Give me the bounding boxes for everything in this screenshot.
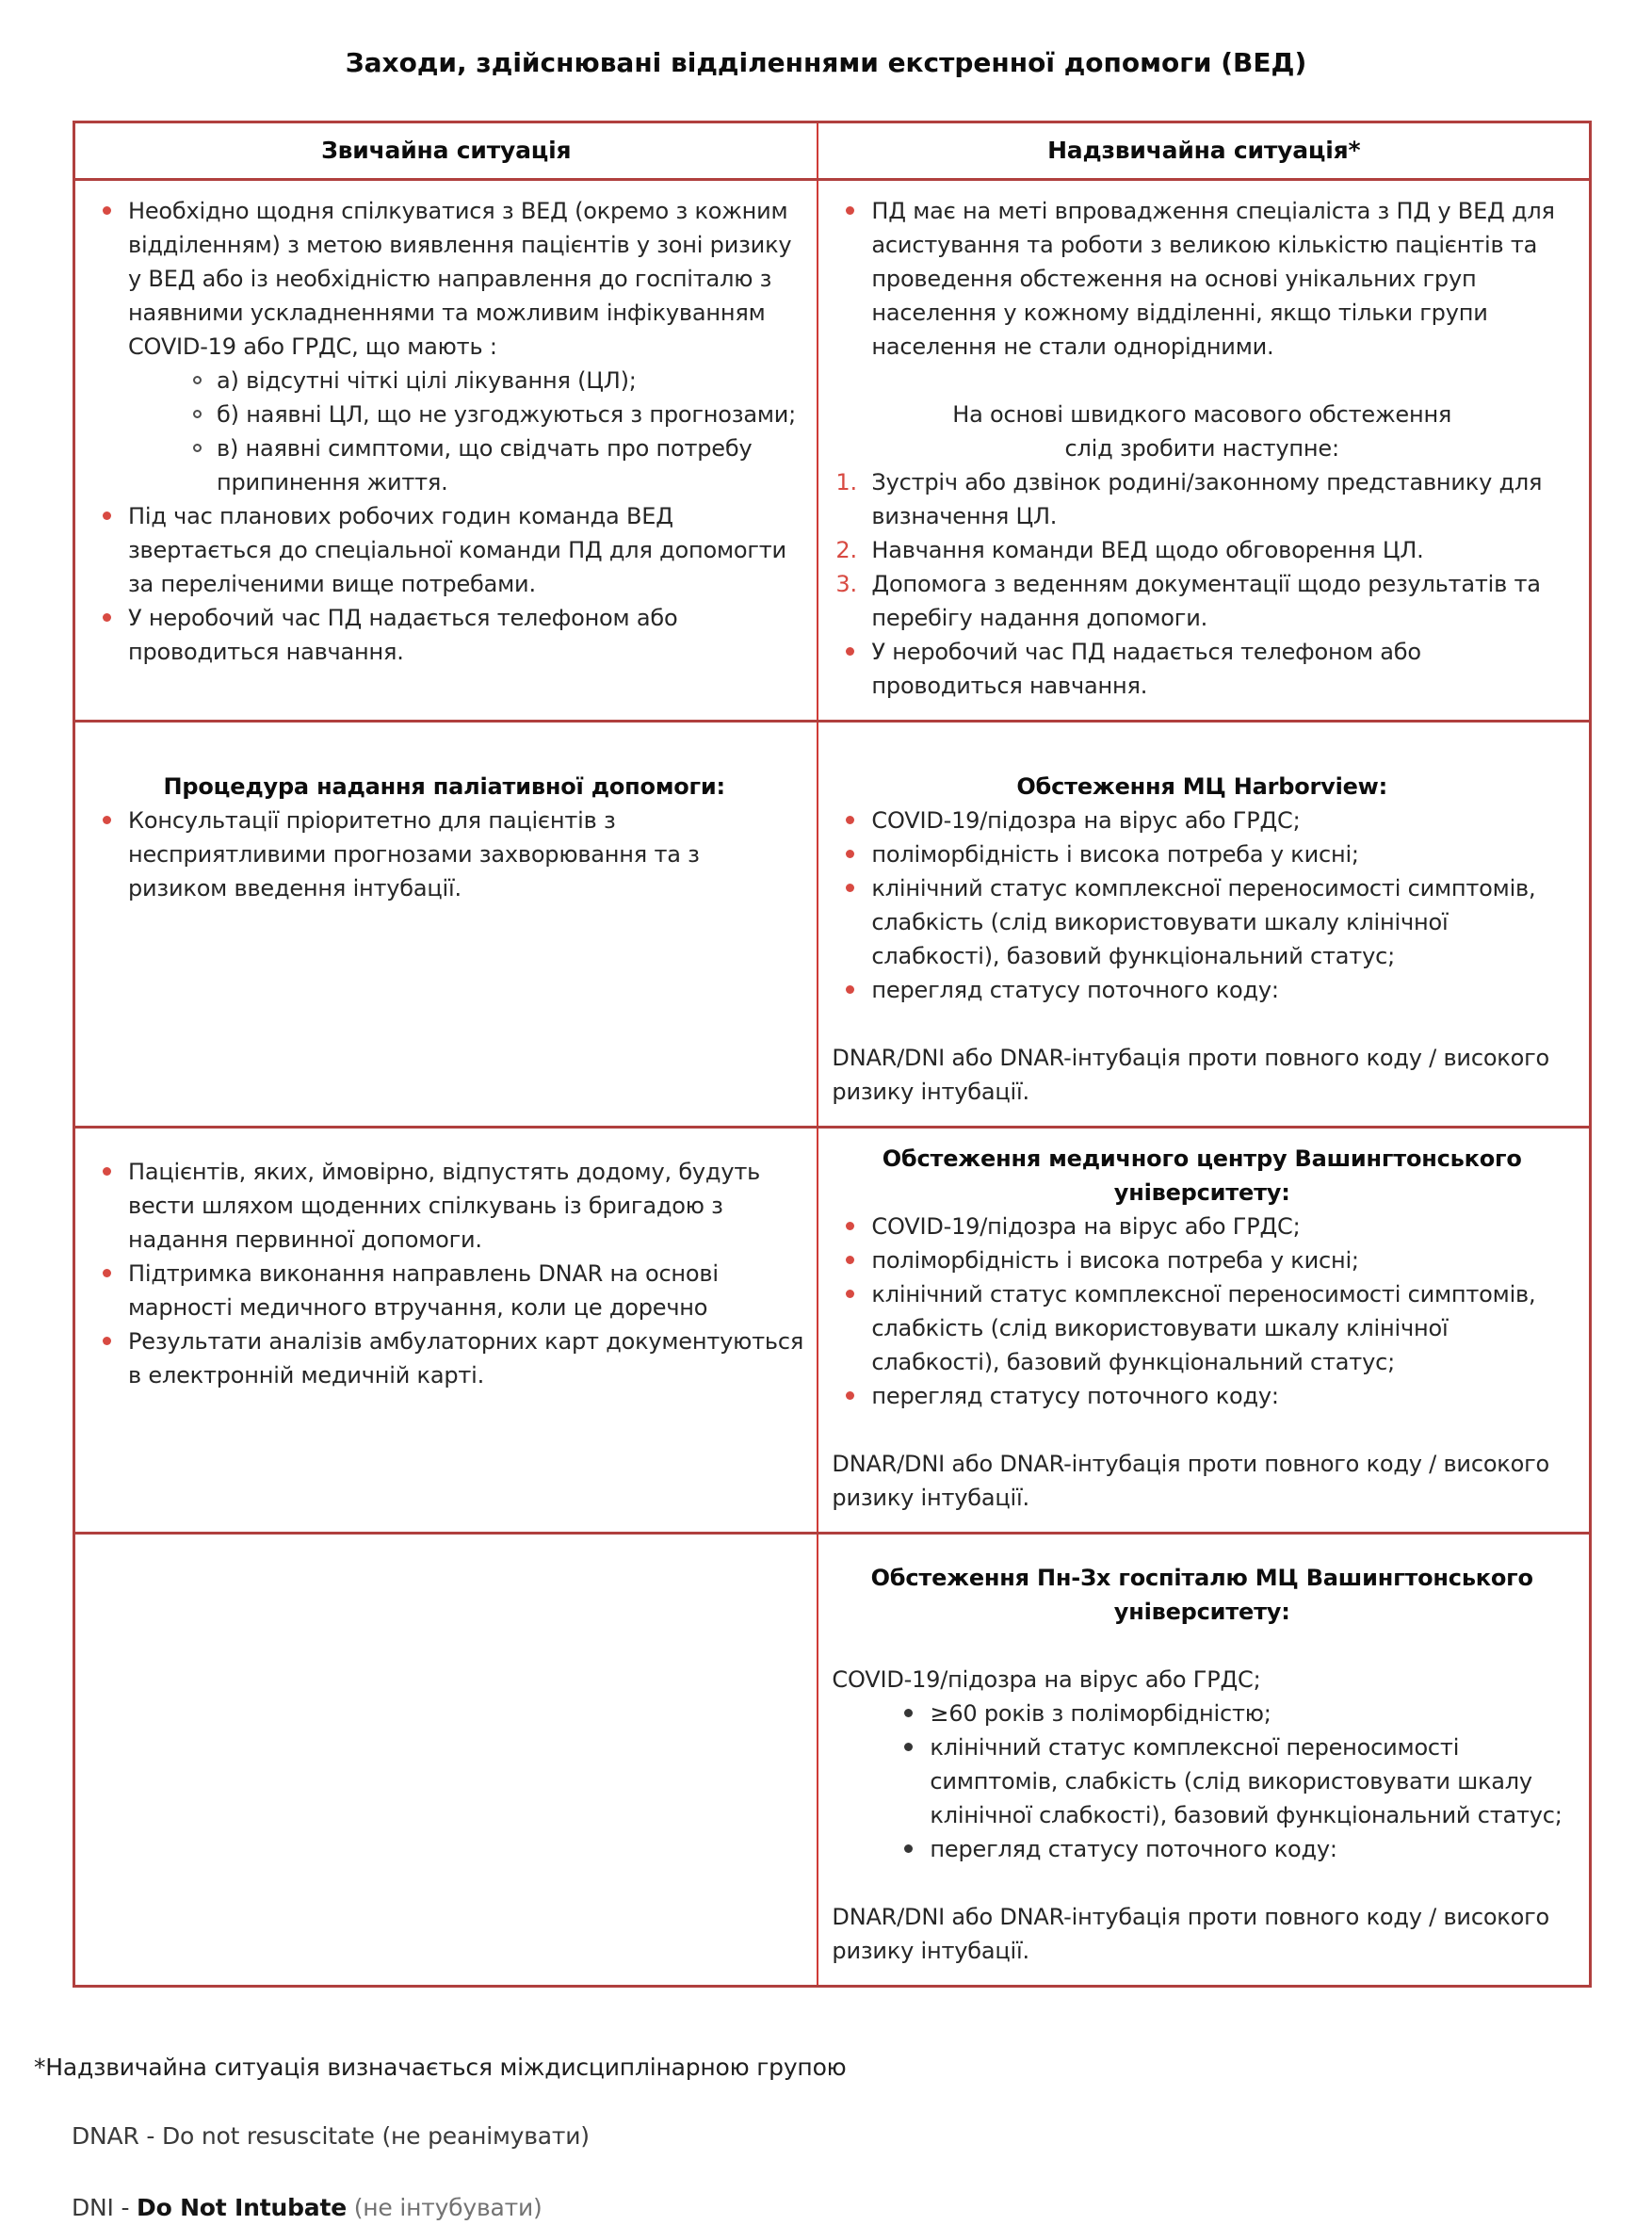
indented-list [886,1697,1576,1866]
spacer [85,1142,803,1155]
list-item [85,1324,803,1392]
list-item-text: ПД має на меті впровадження спеціаліста з ПД у ВЕД для асистування та роботи з великою кількістю пацієнтів та проведення обстеження на основі унікальних груп населення у кожному відділенні, якщо тільки групи населення не стали однорідними. [871,194,1576,364]
footnote-dni [72,2190,1652,2225]
header-emergency-situation: Надзвичайна ситуація* [817,123,1589,178]
cell-r2-normal [75,723,817,1126]
list-item [886,1697,1576,1730]
circle-outline-icon [193,410,202,418]
red-dot-icon [846,985,854,994]
bullet-marker [828,837,871,858]
footnote-dnar: DNAR - Do not resuscitate (не реанімувати) [72,2119,1652,2154]
item-number: 3. [828,567,871,601]
list-item-text: перегляд статусу поточного коду: [871,973,1576,1007]
list-item [828,635,1576,703]
red-dot-icon [846,850,854,858]
list-item [828,1243,1576,1277]
bullet-marker [828,804,871,824]
centered-line: На основі швидкого масового обстеження [828,398,1576,431]
spacer [85,736,803,770]
red-dot-icon [103,512,111,520]
list-item [85,601,803,669]
numbered-item [828,533,1576,567]
footnote-emergency-definition: *Надзвичайна ситуація визначається міждисциплінарною групою [34,2050,1652,2086]
cell-heading: Обстеження МЦ Harborview: [828,770,1576,804]
cell-r2-emergency [817,723,1589,1126]
spacer [828,736,1576,770]
bullet-marker [828,1277,871,1298]
red-dot-icon [103,613,111,622]
spacer [828,1007,1576,1041]
bullet-marker [85,499,128,520]
list-item-text: COVID-19/підозра на вірус або ГРДС; [871,804,1576,837]
spacer [828,1866,1576,1900]
cell-r1-normal [75,181,817,720]
numbered-item-text: Навчання команди ВЕД щодо обговорення ЦЛ. [871,533,1576,567]
dni-prefix: DNI - [72,2194,137,2221]
red-dot-icon [103,816,111,824]
red-dot-icon [846,1256,854,1264]
list-item-text: клінічний статус комплексної переносимості симптомів, слабкість (слід використовувати шкалу клінічної слабкості), базовий функціональний статус; [871,1277,1576,1379]
list-item [828,1379,1576,1413]
bullet-marker [886,1730,930,1751]
spacer [828,1548,1576,1561]
numbered-item [828,567,1576,635]
list-item [828,837,1576,871]
red-dot-icon [846,884,854,892]
bullet-marker [85,194,128,215]
circle-outline-icon [193,376,202,384]
bullet-marker [886,1832,930,1853]
bullet-marker [828,1243,871,1264]
spacer [828,364,1576,398]
list-item-text: У неробочий час ПД надається телефоном або проводиться навчання. [128,601,803,669]
header-normal-situation: Звичайна ситуація [75,123,817,178]
list-item [177,364,803,398]
red-dot-icon [103,1167,111,1176]
red-dot-icon [103,1269,111,1277]
red-dot-icon [846,1391,854,1400]
code-status-paragraph: DNAR/DNI або DNAR-інтубація проти повного коду / високого ризику інтубації. [828,1900,1576,1968]
list-item [828,1277,1576,1379]
list-item-text: а) відсутні чіткі цілі лікування (ЦЛ); [217,364,803,398]
red-dot-icon [846,647,854,656]
bullet-marker [828,635,871,656]
list-item-text: Пацієнтів, яких, ймовірно, відпустять додому, будуть вести шляхом щоденних спілкувань із бригадою з надання первинної допомоги. [128,1155,803,1257]
code-status-paragraph: DNAR/DNI або DNAR-інтубація проти повного коду / високого ризику інтубації. [828,1447,1576,1515]
spacer [828,1413,1576,1447]
list-item [85,1155,803,1257]
list-item-text: COVID-19/підозра на вірус або ГРДС; [871,1210,1576,1243]
bullet-marker [886,1697,930,1717]
cell-r1-emergency [817,181,1589,720]
numbered-item-text: Зустріч або дзвінок родині/законному представнику для визначення ЦЛ. [871,465,1576,533]
list-item [85,804,803,905]
list-item [886,1832,1576,1866]
red-dot-icon [103,1337,111,1345]
table-row [75,178,1589,720]
list-item [85,1257,803,1324]
bullet-marker [828,1210,871,1230]
list-item-text: Необхідно щодня спілкуватися з ВЕД (окремо з кожним відділенням) з метою виявлення пацієнтів у зоні ризику у ВЕД або із необхідністю направлення до госпіталю з наявними ускладненнями та можливим інфікуванням COVID-19 або ГРДС, що мають : [128,194,803,364]
list-item-text: в) наявні симптоми, що свідчать про потребу припинення життя. [217,431,803,499]
cell-r4-normal-empty [75,1535,817,1985]
list-item [828,1210,1576,1243]
red-dot-icon [103,206,111,215]
list-item-text: перегляд статусу поточного коду: [871,1379,1576,1413]
list-item [85,499,803,601]
list-item-text: Підтримка виконання направлень DNAR на основі марності медичного втручання, коли це доречно [128,1257,803,1324]
list-item-text: поліморбідність і висока потреба у кисні; [871,1243,1576,1277]
bullet-marker [85,1324,128,1345]
table-row [75,1126,1589,1532]
item-number: 2. [828,533,871,567]
table-row [75,1532,1589,1985]
red-dot-icon [846,206,854,215]
sub-list [177,364,803,499]
code-status-paragraph: DNAR/DNI або DNAR-інтубація проти повного коду / високого ризику інтубації. [828,1041,1576,1109]
item-number: 1. [828,465,871,499]
list-item-text: ≥60 років з поліморбідністю; [930,1697,1576,1730]
bullet-marker [828,1379,871,1400]
centered-line: слід зробити наступне: [828,431,1576,465]
list-item [177,431,803,499]
bullet-marker [177,364,217,384]
covid-paragraph: COVID-19/підозра на вірус або ГРДС; [828,1663,1576,1697]
red-dot-icon [846,816,854,824]
list-item [828,194,1576,364]
list-item-text: клінічний статус комплексної переносимості симптомів, слабкість (слід використовувати шкалу клінічної слабкості), базовий функціональний статус; [871,871,1576,973]
circle-outline-icon [193,444,202,452]
bullet-marker [85,804,128,824]
bullet-marker [85,601,128,622]
bullet-marker [177,398,217,418]
list-item [828,973,1576,1007]
cell-heading: Обстеження Пн-Зх госпіталю МЦ Вашингтонського університету: [828,1561,1576,1629]
list-item [177,398,803,431]
list-item-text: Консультації пріоритетно для пацієнтів з несприятливими прогнозами захворювання та з ризиком введення інтубації. [128,804,803,905]
cell-r3-emergency [817,1129,1589,1532]
list-item [886,1730,1576,1832]
bullet-marker [85,1257,128,1277]
list-item-text: клінічний статус комплексної переносимості симптомів, слабкість (слід використовувати шкалу клінічної слабкості), базовий функціональний статус; [930,1730,1576,1832]
dni-term: Do Not Intubate [137,2194,347,2221]
cell-heading: Процедура надання паліативної допомоги: [85,770,803,804]
cell-r3-normal [75,1129,817,1532]
list-item-text: Результати аналізів амбулаторних карт документуються в електронній медичній карті. [128,1324,803,1392]
cell-r4-emergency [817,1535,1589,1985]
table-header-row [75,123,1589,178]
footnotes [34,2050,1652,2225]
bullet-marker [828,194,871,215]
list-item-text: У неробочий час ПД надається телефоном або проводиться навчання. [871,635,1576,703]
black-dot-icon [904,1709,913,1717]
bullet-marker [828,973,871,994]
bullet-marker [85,1155,128,1176]
cell-heading: Обстеження медичного центру Вашингтонського університету: [828,1142,1576,1210]
red-dot-icon [846,1290,854,1298]
black-dot-icon [904,1743,913,1751]
page-title: Заходи, здійснювані відділеннями екстренної допомоги (ВЕД) [0,43,1652,83]
table-row [75,720,1589,1126]
list-item [85,194,803,364]
list-item [828,871,1576,973]
bullet-marker [828,871,871,892]
list-item-text: б) наявні ЦЛ, що не узгоджуються з прогнозами; [217,398,803,431]
bullet-marker [177,431,217,452]
list-item-text: перегляд статусу поточного коду: [930,1832,1576,1866]
measures-table [73,121,1592,1988]
numbered-item-text: Допомога з веденням документації щодо результатів та перебігу надання допомоги. [871,567,1576,635]
numbered-item [828,465,1576,533]
spacer [828,1629,1576,1663]
dni-translation: (не інтубувати) [347,2194,543,2221]
red-dot-icon [846,1222,854,1230]
list-item [828,804,1576,837]
black-dot-icon [904,1844,913,1853]
list-item-text: поліморбідність і висока потреба у кисні; [871,837,1576,871]
list-item-text: Під час планових робочих годин команда ВЕД звертається до спеціальної команди ПД для допомогти за переліченими вище потребами. [128,499,803,601]
